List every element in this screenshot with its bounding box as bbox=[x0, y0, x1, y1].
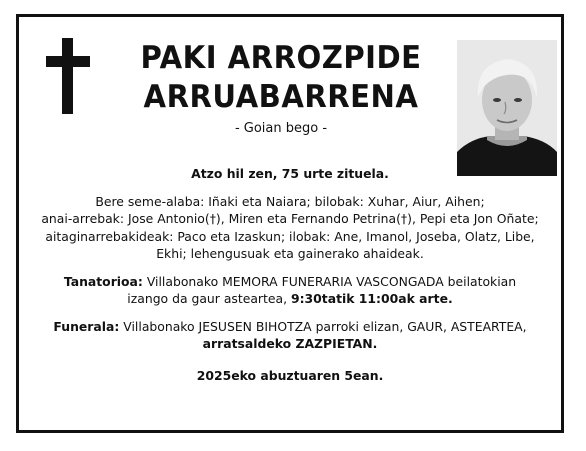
death-notice: Atzo hil zen, 75 urte zituela. bbox=[191, 166, 389, 181]
name-line-2: ARRUABARRENA bbox=[143, 79, 419, 115]
family-line: aitaginarrebakideak: Paco eta Izaskun; ilobak: Ane, Imanol, Joseba, Olatz, Libe, bbox=[45, 228, 535, 244]
tanatorio-place: Villabonako MEMORA FUNERARIA VASCONGADA beilatokian bbox=[142, 273, 517, 289]
deceased-name bbox=[121, 39, 441, 117]
funeral-place: Villabonako JESUSEN BIHOTZA parroki elizan, GAUR, ASTEARTEA, bbox=[119, 318, 527, 334]
funeral-time: arratsaldeko ZAZPIETAN. bbox=[202, 336, 378, 351]
name-line-1: PAKI ARROZPIDE bbox=[140, 40, 422, 76]
tanatorio-label: Tanatorioa: bbox=[63, 273, 143, 289]
family-line: Bere seme-alaba: Iñaki eta Naiara; bilobak: Xuhar, Aiur, Aihen; bbox=[95, 193, 485, 209]
family-line: Ekhi; lehengusuak eta gainerako ahaideak. bbox=[156, 246, 424, 261]
funeral-label: Funerala: bbox=[53, 318, 120, 334]
obituary-body bbox=[27, 165, 553, 384]
tanatorio-hours: 9:30tatik 11:00ak arte. bbox=[290, 291, 453, 306]
tanatorio-info bbox=[27, 273, 553, 308]
obituary-card bbox=[16, 14, 564, 433]
family-list bbox=[27, 193, 553, 263]
funeral-info bbox=[27, 318, 553, 353]
subtitle: - Goian bego - bbox=[234, 121, 328, 136]
cross-icon bbox=[46, 38, 90, 114]
portrait-photo bbox=[457, 40, 557, 176]
tanatorio-when: izango da gaur asteartea, bbox=[127, 291, 291, 306]
portrait-image bbox=[457, 40, 557, 176]
notice-date: 2025eko abuztuaren 5ean. bbox=[196, 367, 384, 383]
family-line: anai-arrebak: Jose Antonio(†), Miren eta Fernando Petrina(†), Pepi eta Jon Oñate; bbox=[41, 211, 539, 226]
